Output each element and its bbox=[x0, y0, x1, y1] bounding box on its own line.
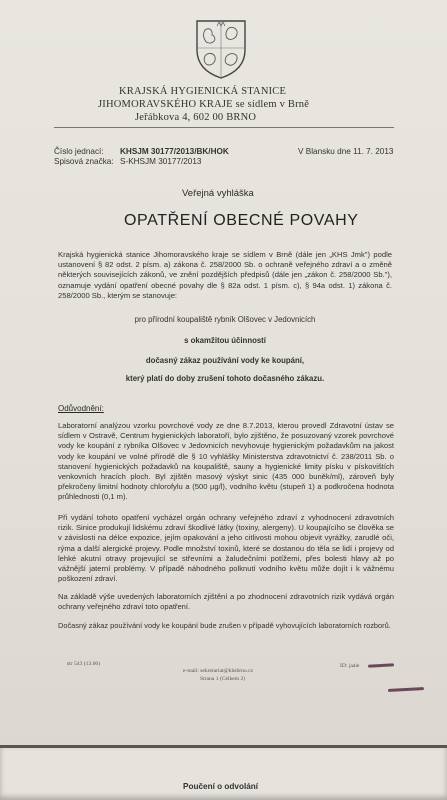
file-value: S-KHSJM 30177/2013 bbox=[120, 157, 202, 166]
file-label: Spisová značka: bbox=[54, 157, 114, 166]
header-divider bbox=[54, 127, 394, 128]
signature-mark bbox=[368, 663, 394, 667]
org-address: Jeřábkova 4, 602 00 BRNO bbox=[135, 112, 257, 123]
signature-stroke bbox=[388, 687, 424, 692]
decision-ban: dočasný zákaz používání vody ke koupání, bbox=[145, 356, 305, 365]
footer-email: e-mail: sekretariat@khsbrno.cz bbox=[183, 668, 254, 674]
reasoning-paragraph-4: Dočasný zákaz používání vody ke koupání bude zrušen v případě vyhovujících laboratorních rozborů. bbox=[58, 621, 391, 630]
footer-form-code: str 543 (13.06) bbox=[67, 661, 101, 667]
reasoning-paragraph-2: Při vydání tohoto opatření vycházel orgán ochrany veřejného zdraví z vyhodnocení zdravotních rizik. Sinice produkují lidskému zdraví škodlivé látky (toxiny, alergeny). U koupajícího se člověka se v závislosti na délce expozice, jejím opakování a jeho citlivosti mohou objevit vyrážky, zarudlé oči, rýma a další alergické projevy. Podle množství toxinů, které se dostanou do těla se lidí i projevy od lehké akutní otravy projevující se střevními a žaludečními potížemi, přes bolesti hlavy až po vážnější jaterní problémy. V případě náhodného polknutí vodního květu může dojít i k vážnému poškození zdraví. bbox=[58, 513, 394, 584]
footer-id: ID: jaaie bbox=[340, 663, 360, 669]
main-title: OPATŘENÍ OBECNÉ POVAHY bbox=[124, 212, 359, 229]
reasoning-heading: Odůvodnění: bbox=[58, 404, 104, 413]
czech-coat-of-arms-icon bbox=[193, 18, 249, 80]
document-page-2-edge bbox=[0, 748, 447, 800]
ref-label: Číslo jednací: bbox=[54, 147, 104, 156]
notice-title: Veřejná vyhláška bbox=[182, 188, 254, 199]
reasoning-paragraph-3: Na základě výše uvedených laboratorních zjištění a po zhodnocení zdravotních rizik vydává orgán ochrany veřejného zdraví toto opatření. bbox=[58, 592, 394, 612]
decision-effect: s okamžitou účinností bbox=[184, 336, 266, 345]
appeal-heading: Poučení o odvolání bbox=[183, 782, 259, 791]
reasoning-paragraph-1: Laboratorní analýzou vzorku povrchové vody ze dne 8.7.2013, kterou provedl Zdravotní ústav se sídlem v Ostravě, Centrum hygienických laboratoří, bylo zjištěno, že posuzovaný vzorek povrchové vody ke koupání z rybníka Olšovec v Jedovnicích nevyhovuje hygienickým požadavkům na jakost vody ke koupání ve volné přírodě dle § 10 vyhlášky Ministerstva zdravotnictví č. 238/2011 Sb. o stanovení hygienických požadavků na koupaliště, sauny a hygienické limity písku v pískovištích venkovních hracích ploch. Byl zjištěn masový výskyt sinic (435 000 buněk/ml), zároveň byly překročeny limitní hodnoty chlorofylu a (500 µg/l), vodního květu (stupeň 1) a podkročena hodnota průhlednosti (0,1 m). bbox=[58, 421, 394, 502]
intro-paragraph: Krajská hygienická stanice Jihomoravského kraje se sídlem v Brně (dále jen „KHS Jmk") podle ustanovení § 82 odst. 2 písm. a) zákona č. 258/2000 Sb. o ochraně veřejného zdraví a o změně některých souvisejících zákonů, ve znění pozdějších předpisů (dále jen „zákon č. 258/2000 Sb."), oznamuje vydání opatření obecné povahy dle § 82a odst. 1 písm. c), § 94a odst. 1) zákona č. 258/2000 Sb., kterým se stanovuje: bbox=[58, 250, 392, 300]
decision-validity: který platí do doby zrušení tohoto dočasného zákazu. bbox=[125, 374, 325, 383]
footer-page-number: Strana 1 (Celkem 2) bbox=[200, 676, 246, 682]
org-name-line1: KRAJSKÁ HYGIENICKÁ STANICE bbox=[119, 86, 287, 97]
decision-place: pro přírodní koupaliště rybník Olšovec v Jedovnicích bbox=[134, 315, 316, 324]
document-date: V Blansku dne 11. 7. 2013 bbox=[298, 147, 394, 156]
ref-value: KHSJM 30177/2013/BK/HOK bbox=[120, 147, 229, 156]
org-name-line2: JIHOMORAVSKÉHO KRAJE se sídlem v Brně bbox=[98, 99, 310, 110]
